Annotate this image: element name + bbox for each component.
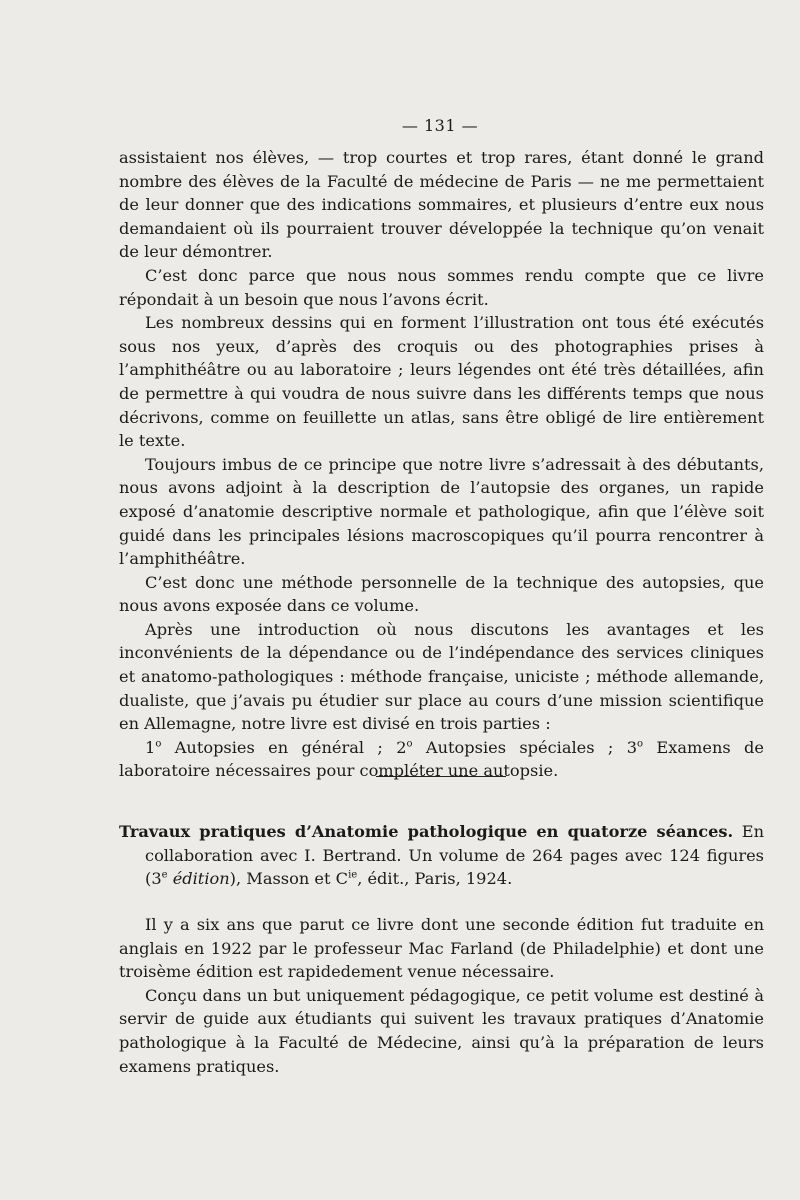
company-sup: ie <box>348 869 358 881</box>
edition-word: édition <box>167 869 230 889</box>
paragraph: Après une introduction où nous discutons les avantages et les inconvénients de la dépendance ou de l’indépendance des services cliniques et anatomo-pathologiques : méthode française, uniciste ; méthode allemande, dualiste, que j’avais pu étudier sur place au cours d’une mission scientifique en Allemagne, notre livre est divisé en trois parties : <box>119 619 764 734</box>
reference-text: ), Masson et C <box>229 869 349 889</box>
ordinal-sup: o <box>637 738 644 750</box>
ordinal-sup: o <box>155 738 162 750</box>
part-number: 1 <box>145 737 156 757</box>
ordinal-sup: o <box>406 738 413 750</box>
paragraph: Il y a six ans que parut ce livre dont une seconde édition fut traduite en anglais en 1922 par le professeur Mac Farland (de Philadelphie) et dont une troisème édition est rapidedement venue nécessaire. <box>119 915 764 982</box>
paragraph: C’est donc parce que nous nous sommes rendu compte que ce livre répondait à un besoin que nous l’avons écrit. <box>119 265 764 309</box>
part-number: 2 <box>396 737 407 757</box>
part-text: Autopsies spéciales ; <box>412 737 627 757</box>
reference-text: En collaboration avec I. Bertrand. Un volume de 264 pages avec 124 figures (3 <box>145 822 765 889</box>
paragraph: assistaient nos élèves, — trop courtes et trop rares, étant donné le grand nombre des élèves de la Faculté de médecine de Paris — ne me permettaient de leur donner que des indications sommaires, et plusieurs d’entre eux nous demandaient où ils pourraient trouver développée la technique qu’on venait de leur démontrer. <box>119 148 764 262</box>
reference-description <box>119 913 764 1078</box>
paragraph: Conçu dans un but uniquement pédagogique, ce petit volume est destiné à servir de guide aux étudiants qui suivent les travaux pratiques d’Anatomie pathologique à la Faculté de Médecine, ainsi qu’à la préparation de leurs examens pratiques. <box>119 985 764 1076</box>
reference-title: Travaux pratiques d’Anatomie pathologique en quatorze séances. <box>119 822 734 841</box>
paragraph: Les nombreux dessins qui en forment l’illustration ont tous été exécutés sous nos yeux, d’après des croquis ou des photographies prises à l’amphithéâtre ou au laboratoire ; leurs légendes ont été très détaillées, afin de permettre à qui voudra de nous suivre dans les différents temps que nous décrivons, comme on feuillette un atlas, sans être obligé de lire entièrement le texte. <box>119 313 764 451</box>
part-text: Autopsies en général ; <box>161 737 397 757</box>
part-number: 3 <box>626 737 638 757</box>
preface-section <box>119 146 764 783</box>
bibliographic-reference <box>119 820 764 891</box>
edition-sup: e <box>161 869 168 881</box>
section-divider <box>376 776 506 777</box>
part-text: Examens de laboratoire nécessaires pour compléter une autopsie. <box>119 737 764 781</box>
paragraph: C’est donc une méthode personnelle de la technique des autopsies, que nous avons exposée dans ce volume. <box>119 572 764 616</box>
paragraph: Toujours imbus de ce principe que notre livre s’adressait à des débutants, nous avons adjoint à la description de l’autopsie des organes, un rapide exposé d’anatomie descriptive normale et pathologique, afin que l’élève soit guidé dans les principales lésions macroscopiques qu’il pourra rencontrer à l’amphithéâtre. <box>119 454 764 569</box>
page-number: — 131 — <box>401 116 479 135</box>
reference-text: , édit., Paris, 1924. <box>357 869 513 889</box>
